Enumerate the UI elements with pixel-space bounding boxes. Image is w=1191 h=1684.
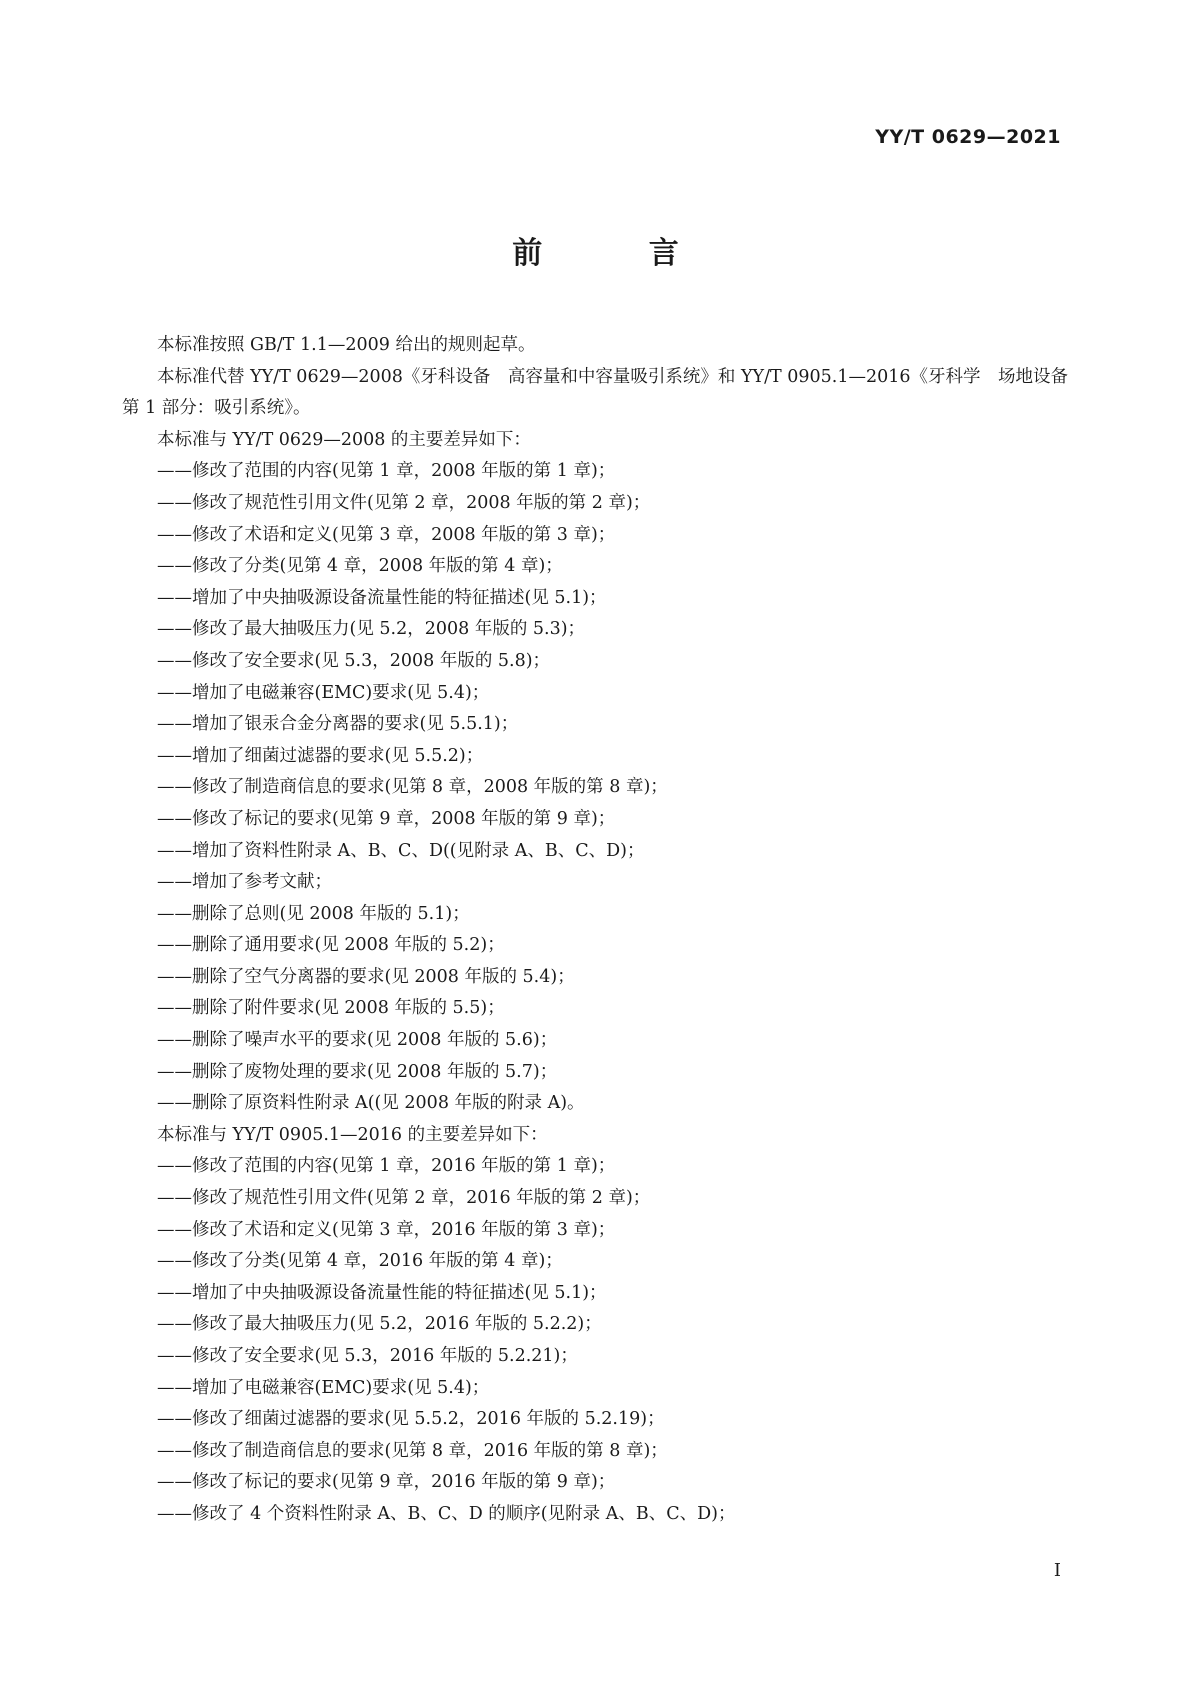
list-item: ——修改了安全要求(见 5.3，2016 年版的 5.2.21)； <box>157 1346 578 1366</box>
list-item: ——修改了分类(见第 4 章，2008 年版的第 4 章)； <box>157 556 563 577</box>
list-item: ——增加了参考文献； <box>157 872 332 893</box>
list-item: ——删除了噪声水平的要求(见 2008 年版的 5.6)； <box>157 1030 558 1051</box>
list-item: ——修改了最大抽吸压力(见 5.2，2008 年版的 5.3)； <box>157 619 586 640</box>
list-item: ——修改了规范性引用文件(见第 2 章，2008 年版的第 2 章)； <box>157 492 651 513</box>
list-item: ——修改了规范性引用文件(见第 2 章，2016 年版的第 2 章)； <box>157 1188 651 1209</box>
list-item: ——修改了标记的要求(见第 9 章，2008 年版的第 9 章)； <box>157 808 616 829</box>
list-item: ——增加了资料性附录 A、B、C、D((见附录 A、B、C、D)； <box>157 840 645 861</box>
paragraph: 本标准与 YY/T 0905.1—2016 的主要差异如下： <box>157 1124 548 1145</box>
list-item: ——增加了中央抽吸源设备流量性能的特征描述(见 5.1)； <box>157 587 607 608</box>
list-item: ——修改了术语和定义(见第 3 章，2016 年版的第 3 章)； <box>157 1219 616 1240</box>
list-item: ——删除了原资料性附录 A((见 2008 年版的附录 A)。 <box>157 1093 585 1114</box>
list-item: ——修改了制造商信息的要求(见第 8 章，2008 年版的第 8 章)； <box>157 777 668 798</box>
list-item: ——删除了空气分离器的要求(见 2008 年版的 5.4)； <box>157 966 575 987</box>
page-number: I <box>1053 1560 1061 1581</box>
list-item: ——删除了总则(见 2008 年版的 5.1)； <box>157 903 470 924</box>
foreword-body <box>122 330 1086 1531</box>
list-item: ——增加了中央抽吸源设备流量性能的特征描述(见 5.1)； <box>157 1282 607 1303</box>
list-item: ——增加了电磁兼容(EMC)要求(见 5.4)； <box>157 682 490 703</box>
paragraph: 本标准代替 YY/T 0629—2008《牙科设备 高容量和中容量吸引系统》和 YY/T 0905.1—2016《牙科学 场地设备 第 1 部分：吸引系统》。 <box>122 366 1086 419</box>
list-item: ——修改了细菌过滤器的要求(见 5.5.2，2016 年版的 5.2.19)； <box>157 1409 665 1430</box>
list-item: ——修改了范围的内容(见第 1 章，2016 年版的第 1 章)； <box>157 1156 616 1177</box>
list-item: ——修改了最大抽吸压力(见 5.2，2016 年版的 5.2.2)； <box>157 1314 602 1335</box>
document-code: YY/T 0629—2021 <box>875 126 1061 148</box>
list-item: ——修改了制造商信息的要求(见第 8 章，2016 年版的第 8 章)； <box>157 1440 668 1461</box>
list-item: ——修改了范围的内容(见第 1 章，2008 年版的第 1 章)； <box>157 461 616 482</box>
list-item: ——修改了分类(见第 4 章，2016 年版的第 4 章)； <box>157 1251 563 1272</box>
page-title: 前 言 <box>512 236 727 271</box>
paragraph: 本标准按照 GB/T 1.1—2009 给出的规则起草。 <box>157 335 536 355</box>
list-item: ——删除了通用要求(见 2008 年版的 5.2)； <box>157 935 505 956</box>
list-item: ——修改了 4 个资料性附录 A、B、C、D 的顺序(见附录 A、B、C、D)； <box>157 1503 736 1524</box>
list-item: ——增加了细菌过滤器的要求(见 5.5.2)； <box>157 745 484 766</box>
list-item: ——删除了废物处理的要求(见 2008 年版的 5.7)； <box>157 1061 558 1082</box>
list-item: ——删除了附件要求(见 2008 年版的 5.5)； <box>157 998 505 1019</box>
list-item: ——修改了安全要求(见 5.3，2008 年版的 5.8)； <box>157 650 551 671</box>
list-item: ——修改了术语和定义(见第 3 章，2008 年版的第 3 章)； <box>157 524 616 545</box>
list-item: ——增加了电磁兼容(EMC)要求(见 5.4)； <box>157 1377 490 1398</box>
list-item: ——修改了标记的要求(见第 9 章，2016 年版的第 9 章)； <box>157 1472 616 1493</box>
list-item: ——增加了银汞合金分离器的要求(见 5.5.1)； <box>157 714 519 735</box>
paragraph: 本标准与 YY/T 0629—2008 的主要差异如下： <box>157 429 531 450</box>
